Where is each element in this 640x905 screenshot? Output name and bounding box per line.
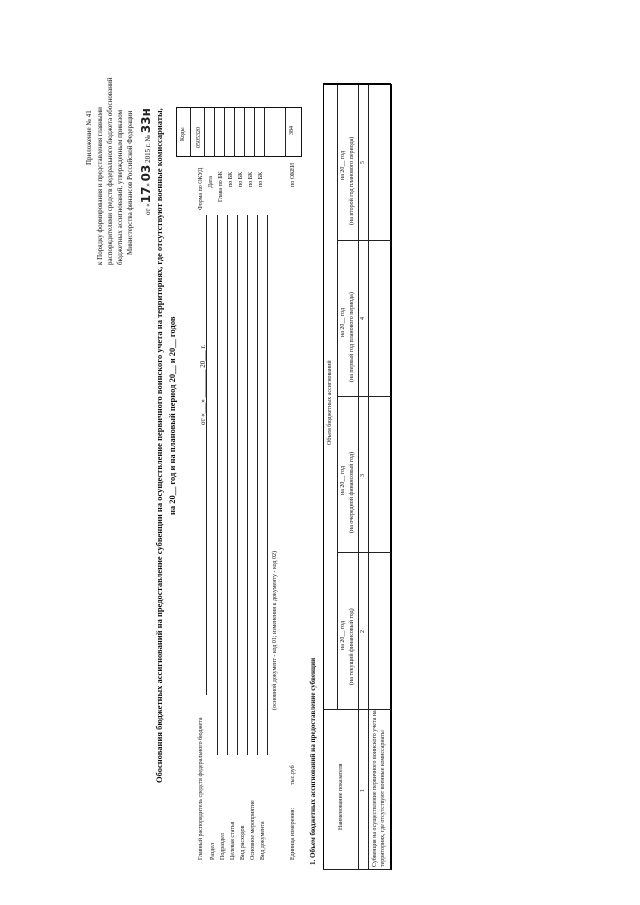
- col-2-number: 2: [360, 630, 366, 633]
- date-month: 03: [139, 164, 153, 182]
- field-subsection: Подраздел: [220, 833, 226, 860]
- row-label-line-1: Субвенция на осуществление первичного воинского учета на: [372, 710, 378, 867]
- row-label-line-2: территориях, где отсутствуют военные комиссариаты: [380, 730, 386, 867]
- col-1-number: 1: [360, 789, 366, 792]
- table-vline: [337, 396, 391, 397]
- table-group-line: [337, 84, 338, 710]
- field-section: Раздел: [210, 843, 216, 860]
- table-border-top: [323, 84, 324, 870]
- col-5-year: на 20__ год: [340, 150, 346, 180]
- table-vline: [323, 83, 391, 85]
- col-3-year: на 20__ год: [340, 465, 346, 495]
- field-main-manager: Главный распорядитель средств федерального бюджета: [198, 717, 204, 860]
- okei-value: 384: [289, 126, 295, 135]
- section-1-title: 1. Объем бюджетных ассигнований на предоставление субвенции: [309, 657, 317, 865]
- code-label-bk-4: по БК: [258, 171, 264, 187]
- table-border-bottom: [390, 84, 392, 870]
- form-title-line-2: на 20__ год и на плановый период 20__ и 20__ годов: [167, 316, 177, 515]
- field-expense-type: Вид расходов: [240, 825, 246, 860]
- col-4-sub: (на первый год планового периода): [349, 292, 355, 382]
- unit-value: тыс.руб: [290, 765, 296, 785]
- fill-line: [237, 215, 238, 755]
- codes-row-line: [244, 108, 245, 157]
- fill-line: [247, 215, 248, 755]
- unit-label: Единица измерения:: [290, 807, 296, 860]
- codes-row-line: [204, 108, 205, 157]
- code-label-okud: Форма по ОКУД: [198, 167, 204, 210]
- appendix-date: от «17» 03 2015 г. № 33н: [139, 108, 153, 215]
- table-vline: [323, 869, 391, 870]
- date-day: 17: [139, 186, 153, 204]
- column-name-header: Наименование показателя: [338, 763, 344, 830]
- col-4-number: 4: [360, 317, 366, 320]
- table-vline: [337, 240, 391, 241]
- code-label-bk-1: по БК: [228, 171, 234, 187]
- col-2-sub: (на текущий финансовый год): [349, 608, 355, 685]
- field-document-type: Вид документа: [260, 821, 266, 860]
- codes-row-line: [224, 108, 225, 157]
- codes-row-line: [214, 108, 215, 157]
- appendix-line-1: к Порядку формирования и представления главными: [96, 107, 104, 265]
- codes-row-line: [190, 108, 191, 157]
- order-number: 33н: [139, 108, 153, 134]
- field-main-event: Основное мероприятие: [250, 800, 256, 860]
- codes-header: Коды: [180, 127, 186, 141]
- fill-line: [257, 215, 258, 755]
- fill-line: [267, 215, 268, 755]
- col-2-year: на 20__ год: [340, 620, 346, 650]
- code-label-date: Дата: [208, 176, 214, 188]
- codes-row-line: [234, 108, 235, 157]
- col-4-year: на 20__ год: [340, 307, 346, 337]
- codes-box: [176, 107, 302, 157]
- table-vline: [337, 552, 391, 553]
- codes-row-line: [254, 108, 255, 157]
- table-header-bottom: [358, 84, 359, 870]
- col-3-sub: (на очередной финансовый год): [349, 451, 355, 533]
- group-header: Объем бюджетных ассигнований: [327, 360, 333, 445]
- form-date-line: от «___» ________ 20___ г.: [199, 344, 207, 425]
- appendix-line-3: бюджетных ассигнований, утвержденным приказом: [116, 109, 124, 265]
- field-target-article: Целевая статья: [230, 821, 236, 860]
- code-label-bk-3: по БК: [248, 171, 254, 187]
- form-title-line-1: Обоснования бюджетных ассигнований на предоставление субвенции на осуществление первичного воинского учета на территориях, где отсутствуют военные комиссариаты,: [154, 108, 164, 783]
- fill-line: [227, 215, 228, 755]
- table-num-row-bottom: [368, 84, 369, 870]
- code-label-bk-2: по БК: [238, 171, 244, 187]
- document-type-hint: (основной документ - код 01; изменения к документу - код 02): [272, 551, 278, 710]
- col-3-number: 3: [360, 474, 366, 477]
- col-5-sub: (на второй год планового периода): [349, 136, 355, 225]
- appendix-line-4: Министерства финансов Российской Федерации: [126, 110, 134, 255]
- date-year: 2015 г. №: [144, 134, 152, 163]
- codes-row-line: [264, 108, 265, 157]
- code-label-glava: Глава по БК: [218, 171, 224, 202]
- col-5-number: 5: [360, 161, 366, 164]
- table-vline: [323, 709, 391, 710]
- date-prefix: от «: [144, 203, 152, 215]
- code-label-okei: по ОКЕИ: [290, 162, 296, 187]
- appendix-title: Приложение № 41: [85, 110, 93, 165]
- fill-line: [206, 215, 207, 695]
- okud-value: 0505320: [196, 127, 202, 148]
- fill-line: [217, 215, 218, 755]
- codes-row-line: [285, 108, 286, 157]
- appendix-line-2: распорядителями средств федерального бюджета обоснований: [106, 77, 114, 265]
